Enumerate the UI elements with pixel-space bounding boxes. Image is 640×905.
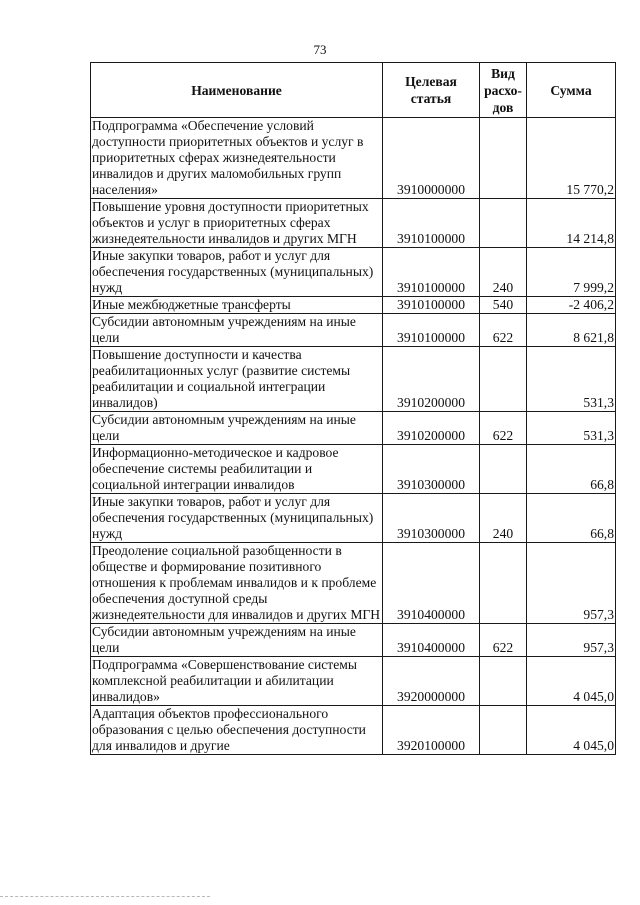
row-name: Повышение уровня доступности приоритетных объектов и услуг в приоритетных сферах жизнедеятельности инвалидов и других МГН — [91, 199, 383, 248]
row-target-article: 3910000000 — [383, 118, 480, 199]
row-sum: 7 999,2 — [527, 248, 616, 297]
row-expense-type — [480, 347, 527, 412]
table-row — [91, 445, 616, 494]
table-row — [91, 314, 616, 347]
row-expense-type — [480, 445, 527, 494]
row-name: Субсидии автономным учреждениям на иные цели — [91, 412, 383, 445]
row-target-article: 3910300000 — [383, 494, 480, 543]
row-expense-type: 240 — [480, 494, 527, 543]
header-sum: Сумма — [527, 63, 616, 118]
table-header — [91, 63, 616, 118]
row-target-article: 3910100000 — [383, 314, 480, 347]
footer-divider — [0, 896, 210, 897]
row-name: Иные закупки товаров, работ и услуг для обеспечения государственных (муниципальных) нужд — [91, 494, 383, 543]
row-target-article: 3910300000 — [383, 445, 480, 494]
row-sum: 66,8 — [527, 494, 616, 543]
row-target-article: 3910400000 — [383, 543, 480, 624]
header-row — [91, 63, 616, 118]
row-name: Субсидии автономным учреждениям на иные цели — [91, 314, 383, 347]
header-name: Наименование — [91, 63, 383, 118]
table-row — [91, 494, 616, 543]
row-name: Повышение доступности и качества реабилитационных услуг (развитие системы реабилитации и социальной интеграции инвалидов) — [91, 347, 383, 412]
header-type-line3: дов — [492, 99, 514, 115]
row-sum: 15 770,2 — [527, 118, 616, 199]
row-expense-type: 540 — [480, 297, 527, 314]
row-sum: -2 406,2 — [527, 297, 616, 314]
table-row — [91, 199, 616, 248]
table-row — [91, 248, 616, 297]
table-row — [91, 412, 616, 445]
row-name: Преодоление социальной разобщенности в обществе и формирование позитивного отношения к проблемам инвалидов и к проблеме обеспечения доступной среды жизнедеятельности для инвалидов и других МГН — [91, 543, 383, 624]
row-expense-type — [480, 706, 527, 755]
row-expense-type: 622 — [480, 314, 527, 347]
table-body — [91, 118, 616, 755]
row-expense-type — [480, 543, 527, 624]
header-type-line2: расхо- — [484, 82, 522, 98]
budget-table — [90, 62, 616, 755]
row-expense-type — [480, 118, 527, 199]
row-sum: 531,3 — [527, 347, 616, 412]
row-expense-type: 622 — [480, 412, 527, 445]
row-sum: 4 045,0 — [527, 706, 616, 755]
row-target-article: 3910400000 — [383, 624, 480, 657]
header-type-line1: Вид — [491, 65, 515, 81]
row-target-article: 3910100000 — [383, 199, 480, 248]
table-row — [91, 543, 616, 624]
row-name: Подпрограмма «Совершенствование системы комплексной реабилитации и абилитации инвалидов» — [91, 657, 383, 706]
row-expense-type — [480, 199, 527, 248]
table-row — [91, 706, 616, 755]
row-target-article: 3910200000 — [383, 412, 480, 445]
row-sum: 957,3 — [527, 543, 616, 624]
row-expense-type: 240 — [480, 248, 527, 297]
row-target-article: 3910100000 — [383, 297, 480, 314]
table-row — [91, 118, 616, 199]
page-number: 73 — [313, 42, 327, 57]
row-name: Иные закупки товаров, работ и услуг для обеспечения государственных (муниципальных) нужд — [91, 248, 383, 297]
row-sum: 4 045,0 — [527, 657, 616, 706]
row-sum: 957,3 — [527, 624, 616, 657]
table-row — [91, 297, 616, 314]
table-row — [91, 347, 616, 412]
row-name: Информационно-методическое и кадровое обеспечение системы реабилитации и социальной интеграции инвалидов — [91, 445, 383, 494]
row-name: Субсидии автономным учреждениям на иные цели — [91, 624, 383, 657]
row-target-article: 3920100000 — [383, 706, 480, 755]
header-expense-type — [480, 63, 527, 118]
row-target-article: 3910100000 — [383, 248, 480, 297]
row-name: Иные межбюджетные трансферты — [91, 297, 383, 314]
row-expense-type — [480, 657, 527, 706]
row-sum: 66,8 — [527, 445, 616, 494]
row-target-article: 3910200000 — [383, 347, 480, 412]
row-name: Подпрограмма «Обеспечение условий доступности приоритетных объектов и услуг в приоритетных сферах жизнедеятельности инвалидов и других маломобильных групп населения» — [91, 118, 383, 199]
row-name: Адаптация объектов профессионального образования с целью обеспечения доступности для инвалидов и другие — [91, 706, 383, 755]
table-row — [91, 624, 616, 657]
row-sum: 531,3 — [527, 412, 616, 445]
table-row — [91, 657, 616, 706]
header-target-line2: статья — [410, 91, 452, 106]
row-expense-type: 622 — [480, 624, 527, 657]
header-target-article — [383, 63, 480, 118]
row-target-article: 3920000000 — [383, 657, 480, 706]
header-target-line1: Целевая — [405, 74, 457, 89]
row-sum: 8 621,8 — [527, 314, 616, 347]
row-sum: 14 214,8 — [527, 199, 616, 248]
